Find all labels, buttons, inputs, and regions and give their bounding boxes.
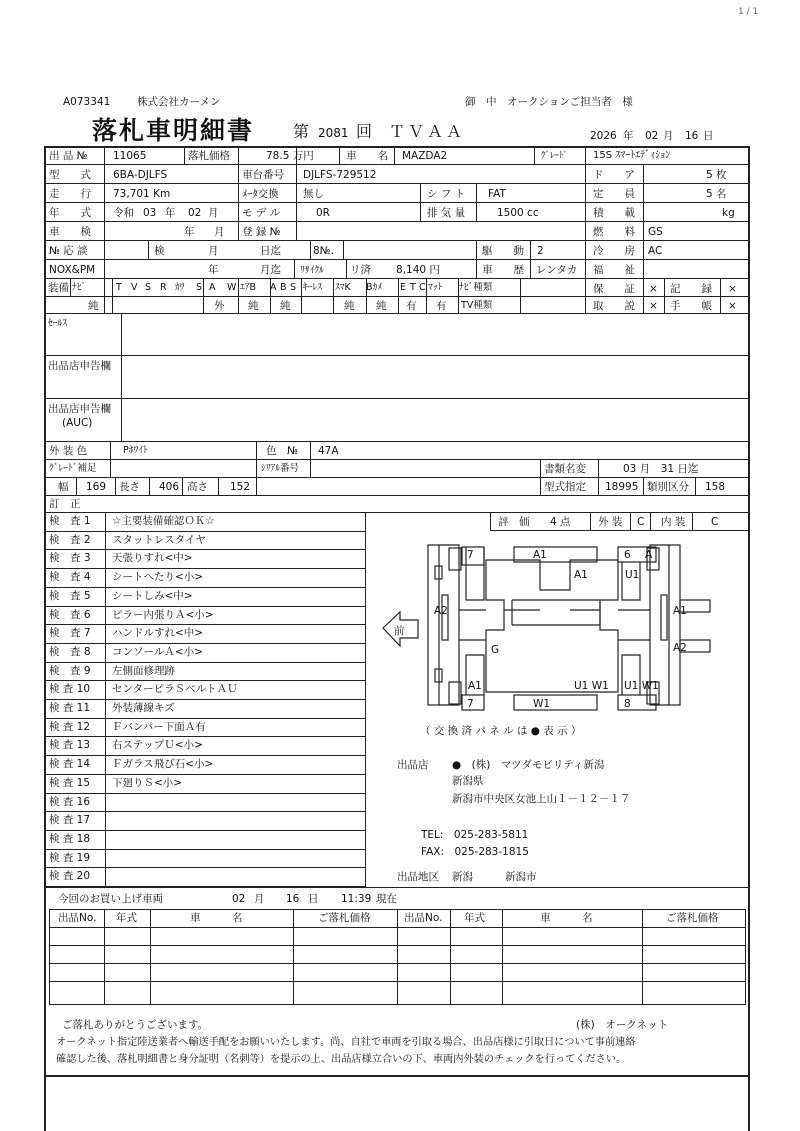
mark-rear-center: U1 W1 (574, 680, 609, 692)
model-code-value: 6BA-DJLFS (113, 169, 168, 181)
attention-line: 御 中 オークションご担当者 様 (465, 96, 633, 108)
warranty-value: × (649, 283, 658, 295)
inspection-label: 検 査 3 (49, 552, 91, 564)
lot-no-value: 11065 (113, 150, 147, 162)
displacement-value: 1500 cc (497, 207, 539, 219)
inspection-label: 検 査 20 (49, 870, 91, 882)
date-month: 02 (645, 130, 659, 142)
inspection-text: ハンドルすれ<中> (112, 627, 204, 639)
equip-navi-type: ﾅﾋﾞ種類 (459, 282, 493, 293)
equip-val-etc: 有 (406, 300, 417, 312)
front-label: 前 (394, 625, 405, 637)
reg-month-label: 月 (208, 207, 219, 219)
ken-day-label: 日迄 (260, 245, 281, 257)
notebook-label: 手 帳 (670, 300, 712, 312)
era-year-label: 年 (165, 207, 176, 219)
purchase-time-label: 現在 (376, 893, 397, 905)
inspection-label: 検 査 14 (49, 758, 91, 770)
mark-right-front-door: A1 (673, 605, 687, 617)
eight-no-label: 8№. (313, 245, 334, 257)
width-label: 幅 (58, 481, 69, 493)
inspection-row-divider (44, 774, 365, 775)
equip-mat: ﾏｯﾄ (428, 282, 443, 293)
inspection-label: 検 査 1 (49, 515, 91, 527)
inspection-label: 検 査 16 (49, 796, 91, 808)
inspection-text: シートしみ<中> (112, 590, 193, 602)
car-name-value: MAZDA2 (402, 150, 448, 162)
doc-change-label: 書類名変 (544, 463, 586, 475)
load-value: kg (722, 207, 735, 219)
inspection-text: ピラー内張りＡ<小> (112, 609, 214, 621)
exterior-value: C (637, 516, 645, 528)
equip-s: S (145, 282, 152, 293)
inspection-row-divider (44, 587, 365, 588)
width-value: 169 (86, 481, 107, 493)
purchase-title: 今回のお買い上げ車両 (58, 893, 163, 905)
warranty-label: 保 証 (593, 283, 635, 295)
body-color-value: Pﾎﾜｲﾄ (123, 445, 148, 456)
date-year: 2026 (590, 130, 617, 142)
equip-r: R (160, 282, 167, 293)
col-price-2: ご落札価格 (666, 912, 719, 924)
welfare-label: 福 祉 (593, 264, 635, 276)
inspection-label: 検 査 18 (49, 833, 91, 845)
inspection-label: 検 査 8 (49, 646, 91, 658)
equipment-label: 装備 (48, 282, 69, 294)
region-label: 出品地区 (397, 871, 439, 883)
purchase-day: 16 (286, 893, 300, 905)
aircon-value: AC (648, 245, 663, 257)
thanks-message: ご落札ありがとうございます。 (62, 1019, 209, 1031)
mark-front-left: 7 (467, 549, 474, 561)
reg-month-value: 02 (188, 207, 202, 219)
interior-label: 内 装 (661, 516, 686, 528)
shop-auc-remarks-label: 出品店申告欄 (48, 403, 111, 415)
shop-auc-sub-label: (AUC) (62, 417, 93, 429)
inspection-text: Ｆガラス飛び石<小> (112, 758, 214, 770)
inspection-text: コンソールＡ<小> (112, 646, 203, 658)
mileage-value: 73,701 Km (113, 188, 171, 200)
fuel-value: GS (648, 226, 663, 238)
negotiable-label: № 応 談 (49, 245, 88, 257)
equip-etc-c: C (419, 282, 426, 293)
inspection-month-label: 月 (214, 226, 225, 238)
length-value: 406 (159, 481, 180, 493)
height-label: 高さ (187, 481, 208, 493)
drive-label: 駆 動 (482, 245, 524, 257)
length-label: 長さ (119, 481, 140, 493)
inspection-row-divider (44, 643, 365, 644)
inspection-label: 検 査 19 (49, 852, 91, 864)
col-car-name-2: 車 名 (540, 912, 593, 924)
height-value: 152 (230, 481, 251, 493)
correction-label: 訂 正 (49, 498, 81, 510)
fuel-label: 燃 料 (593, 226, 635, 238)
inspection-row-divider (44, 849, 365, 850)
shop-tel: TEL: 025-283-5811 (421, 829, 529, 841)
ken-label: 検 (154, 245, 165, 257)
notebook-value: × (728, 300, 737, 312)
mark-front-bumper: A1 (533, 549, 547, 561)
equip-leather: ｶﾜ (175, 282, 185, 293)
recycle-label: ﾘｻｲｸﾙ (300, 265, 324, 276)
model-code-label: 型 式 (49, 169, 91, 181)
era-year-value: 03 (143, 207, 157, 219)
mark-left-door: A2 (434, 605, 448, 617)
inspection-label: 検 査 7 (49, 627, 91, 639)
venue-name: ＴＶＡＡ (389, 122, 466, 141)
equip-val-mat: 有 (436, 300, 447, 312)
serial-label: ｼﾘｱﾙ番号 (261, 463, 300, 474)
inspection-year-label: 年 (184, 226, 195, 238)
equip-w: W (227, 282, 237, 293)
buyer-company: 株式会社カーメン (137, 96, 221, 108)
drive-value: 2 (537, 245, 544, 257)
region-city: 新潟市 (505, 871, 537, 883)
doors-value: 5 枚 (706, 169, 727, 181)
capacity-value: 5 名 (706, 188, 727, 200)
form-bottom (44, 1075, 750, 1077)
mark-bonnet: A1 (574, 569, 588, 581)
color-no-value: 47A (318, 445, 339, 457)
inspection-label: 検 査 10 (49, 683, 91, 695)
notice-line-1: オークネット指定陸送業者へ輸送手配をお願いいたします。尚、自社で車両を引取る場合、出品店様に引取日について事前連絡 (56, 1037, 636, 1048)
equip-t: T (116, 282, 122, 293)
inspection-label: 検 査 17 (49, 814, 91, 826)
nox-year-label: 年 (208, 264, 219, 276)
meter-swap-label: ﾒｰﾀ交換 (242, 188, 279, 200)
mark-fender-right: U1 (625, 569, 640, 581)
inspection-label: 検 査 9 (49, 665, 91, 677)
inspection-text: 右ステップＵ<小> (112, 739, 203, 751)
type-cert-value: 18995 (605, 481, 639, 493)
displacement-label: 排 気 量 (427, 207, 466, 219)
tv-type-label: TV種類 (461, 300, 493, 311)
exterior-label: 外 装 (598, 516, 623, 528)
shop-prefecture: 新潟県 (452, 775, 484, 787)
inspection-row-divider (44, 531, 365, 532)
diagram-note: （ 交 換 済 パ ネ ル は ● 表 示 ） (420, 725, 582, 737)
inspection-label: 検 査 4 (49, 571, 91, 583)
document-title: 落札車明細書 (92, 116, 255, 145)
inspection-label: 検 査 15 (49, 777, 91, 789)
equip-val-aw: 外 (214, 300, 225, 312)
nox-month-label: 月迄 (260, 264, 281, 276)
body-color-label: 外 装 色 (49, 445, 88, 457)
inspection-row-divider (44, 662, 365, 663)
inspection-row-divider (44, 793, 365, 794)
equipment-items (72, 282, 592, 294)
inspection-row-divider (44, 699, 365, 700)
eval-label: 評 価 (498, 516, 530, 528)
record-value: × (728, 283, 737, 295)
inspection-label: 検 査 11 (49, 702, 91, 714)
equip-a: A (209, 282, 216, 293)
mark-glass: G (491, 644, 500, 656)
equip-val-airbag: 純 (248, 300, 259, 312)
price-value: 78.5 万円 (266, 150, 314, 162)
shift-value: FAT (488, 188, 506, 200)
manual-label: 取 説 (593, 300, 635, 312)
inspection-label: 検 査 12 (49, 721, 91, 733)
mark-front-right: 6 (624, 549, 631, 561)
inspection-label: 検 査 13 (49, 739, 91, 751)
equip-airbag: ｴｱB (240, 282, 257, 293)
shift-label: シ フ ト (427, 188, 466, 200)
region-value: 新潟 (452, 871, 473, 883)
doc-change-value: 03 月 31 日迄 (623, 463, 699, 475)
capacity-label: 定 員 (593, 188, 635, 200)
mark-rear-bumper: W1 (533, 698, 551, 710)
car-name-label: 車 名 (346, 150, 388, 162)
mileage-label: 走 行 (49, 188, 91, 200)
equip-val-navi: 純 (88, 300, 99, 312)
notice-line-2: 確認した後、落札明細書と身分証明（名刺等）を提示の上、出品店様立合いの下、車両内外装のチェックを行ってください。 (56, 1054, 627, 1065)
mark-rear-right-no: 8 (624, 698, 631, 710)
lot-no-label: 出 品 № (49, 150, 88, 162)
inspection-row-divider (44, 718, 365, 719)
equip-abs-a: A (270, 282, 277, 293)
col-year-2: 年式 (464, 912, 485, 924)
load-label: 積 載 (593, 207, 635, 219)
inspection-text: 天張りすれ<中> (112, 552, 193, 564)
equip-v: V (131, 282, 138, 293)
inspection-row-divider (44, 568, 365, 569)
col-lot-no-2: 出品No. (404, 912, 443, 924)
sales-label: ｾｰﾙｽ (48, 318, 68, 329)
inspection-date-label: 車 検 (49, 226, 91, 238)
history-label: 車 歴 (482, 264, 524, 276)
grade-note-label: ｸﾞﾚｰﾄﾞ補足 (49, 463, 97, 474)
inspection-label: 検 査 2 (49, 534, 91, 546)
class-label: 類別区分 (647, 481, 689, 493)
grade-label: ｸﾞﾚｰﾄﾞ (541, 151, 569, 161)
aircon-label: 冷 房 (593, 245, 635, 257)
registration-no-label: 登 録 № (242, 226, 281, 238)
inspection-text: ☆主要装備確認ＯＫ☆ (112, 515, 215, 527)
model-value: 0R (316, 207, 330, 219)
equip-val-smartkey: 純 (344, 300, 355, 312)
dai-label: 第 (293, 122, 310, 141)
kai-label: 回 (356, 122, 373, 141)
recycle-done-label: リ済 (350, 264, 371, 276)
equip-sa: S (196, 282, 203, 293)
auction-number: 2081 (318, 126, 349, 140)
year-label: 年 式 (49, 207, 91, 219)
date-year-label: 年 (623, 130, 634, 142)
equip-keyless: ｷｰﾚｽ (303, 282, 323, 293)
inspection-row-divider (44, 811, 365, 812)
price-label: 落札価格 (188, 150, 230, 162)
shop-name: ● (株) マツダモビリティ新潟 (452, 759, 605, 771)
inspection-row-divider (44, 736, 365, 737)
equip-val-abs: 純 (280, 300, 291, 312)
inspection-text: 外装薄線キズ (112, 702, 175, 714)
col-lot-no: 出品No. (58, 912, 97, 924)
col-year: 年式 (116, 912, 137, 924)
equip-backcam: Bｶﾒ (366, 282, 383, 293)
equip-abs-s: S (290, 282, 297, 293)
model-label: モ デ ル (242, 207, 281, 219)
page-number: 1 / 1 (738, 7, 759, 17)
recycle-value: 8,140 円 (396, 264, 440, 276)
inspection-text: Ｆバンパー下面Ａ有 (112, 721, 206, 733)
inspection-text: 左側面修理跡 (112, 665, 175, 677)
record-label: 記 録 (670, 283, 712, 295)
equip-smartkey: ｽﾏK (335, 282, 351, 293)
mark-right-rear-door: A2 (673, 642, 687, 654)
inspection-row-divider (44, 830, 365, 831)
purchase-month: 02 (232, 893, 246, 905)
color-no-label: 色 № (266, 445, 298, 457)
equip-etc-t: T (410, 282, 416, 293)
date-month-label: 月 (663, 130, 674, 142)
inspection-text: スタットレスタイヤ (112, 534, 206, 546)
type-cert-label: 型式指定 (544, 481, 586, 493)
ken-month-label: 月 (208, 245, 219, 257)
document-code: A073341 (63, 96, 111, 108)
chassis-label: 車台番号 (242, 169, 284, 181)
inspection-label: 検 査 6 (49, 609, 91, 621)
equip-abs-b: B (280, 282, 287, 293)
equip-val-backcam: 純 (376, 300, 387, 312)
chassis-value: DJLFS-729512 (303, 169, 377, 181)
interior-value: C (711, 516, 719, 528)
nox-label: NOX&PM (49, 264, 96, 276)
manual-value: × (649, 300, 658, 312)
col-price: ご落札価格 (318, 912, 371, 924)
doors-label: ド ア (593, 169, 635, 181)
inspection-row-divider (44, 755, 365, 756)
inspection-label: 検 査 5 (49, 590, 91, 602)
inspection-row-divider (44, 549, 365, 550)
shop-remarks-label: 出品店申告欄 (48, 360, 111, 372)
shop-fax: FAX: 025-283-1815 (421, 846, 529, 858)
col-car-name: 車 名 (190, 912, 243, 924)
mark-rear-right: U1 W1 (624, 680, 659, 692)
grade-value: 15S ｽﾏｰﾄｴﾃﾞｨｼｮﾝ (593, 150, 671, 161)
equip-etc-e: E (400, 282, 407, 293)
eval-value: 4 点 (550, 516, 571, 528)
mark-rear-left-no: 7 (467, 698, 474, 710)
meter-swap-value: 無し (303, 188, 324, 200)
inspection-row-divider (44, 624, 365, 625)
class-value: 158 (705, 481, 726, 493)
auction-company: (株) オークネット (576, 1019, 669, 1031)
mark-front-right-a: A (645, 549, 653, 561)
purchase-time: 11:39 (341, 893, 372, 905)
shop-address: 新潟市中央区女池上山１－１２－１７ (452, 793, 631, 805)
inspection-text: 下廻りＳ<小> (112, 777, 183, 789)
history-value: レンタカ (536, 264, 578, 276)
inspection-text: センターピラＳベルトＡＵ (112, 683, 238, 695)
era-value: 令和 (113, 207, 134, 219)
inspection-row-divider (44, 680, 365, 681)
purchase-month-label: 月 (254, 893, 265, 905)
inspection-bottom (44, 887, 750, 888)
date-day: 16 (685, 130, 699, 142)
equip-navi: ﾅﾋﾞ (72, 282, 87, 293)
inspection-row-divider (44, 867, 365, 868)
mark-rear-left: A1 (468, 680, 482, 692)
purchase-day-label: 日 (308, 893, 319, 905)
inspection-text: シートへたり<小> (112, 571, 204, 583)
shop-label: 出品店 (397, 759, 429, 771)
date-day-label: 日 (703, 130, 714, 142)
inspection-row-divider (44, 606, 365, 607)
